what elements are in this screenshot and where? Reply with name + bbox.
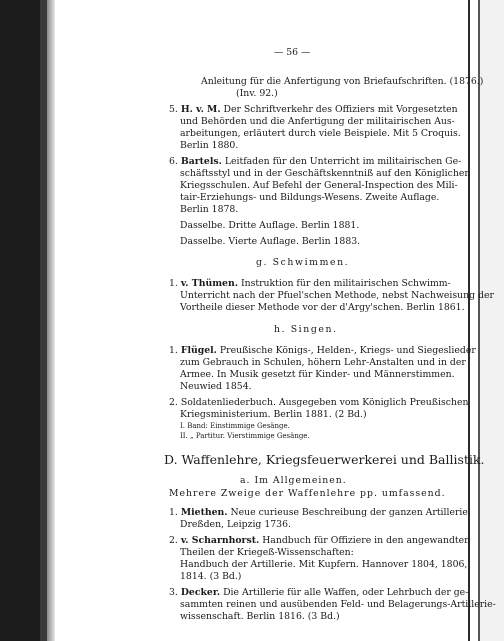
entry-a3-line2: sammten reinen und ausübenden Feld- und Belagerungs-Artillerie- <box>180 599 496 610</box>
entry5-line1 <box>169 104 458 116</box>
entry-a3-line1 <box>169 587 468 599</box>
entry-h1-line3: Armee. In Musik gesetzt für Kinder- und Männerstimmen. <box>180 369 455 380</box>
section-a-subheading: Mehrere Zweige der Waffenlehre pp. umfassend. <box>169 488 446 499</box>
entry5-line3: arbeitungen, erläutert durch viele Beispiele. Mit 5 Croquis. <box>180 128 461 139</box>
entry-a3-author: Decker. <box>180 587 221 598</box>
entry-h2-band2: II. „ Partitur. Vierstimmige Gesänge. <box>180 432 310 440</box>
entry-a1-author: Miethen. <box>180 507 228 518</box>
entry-g1-line3: Vortheile dieser Methode vor der d'Argy'schen. Berlin 1861. <box>180 302 465 313</box>
entry-g1-number: 1. <box>169 278 178 289</box>
entry6-author: Bartels. <box>180 156 222 167</box>
entry-top-line1: Anleitung für die Anfertigung von Briefaufschriften. (1876.) <box>201 76 484 87</box>
entry6-line4: tair-Erziehungs- und Bildungs-Wesens. Zweite Auflage. <box>180 192 440 203</box>
entry6-number: 6. <box>169 156 178 167</box>
entry-a1-number: 1. <box>169 507 178 518</box>
entry6-line6: Dasselbe. Dritte Auflage. Berlin 1881. <box>180 220 360 231</box>
entry-h2-band1: I. Band: Einstimmige Gesänge. <box>180 422 290 430</box>
entry5-text: Der Schriftverkehr des Offiziers mit Vorgesetzten <box>223 104 458 115</box>
entry-a1-line1 <box>169 507 471 519</box>
entry6-line1 <box>169 156 461 168</box>
entry-h1-author: Flügel. <box>180 345 217 356</box>
entry-a2-line3: Handbuch der Artillerie. Mit Kupfern. Hannover 1804, 1806, <box>180 559 468 570</box>
page-number: — 56 — <box>274 47 311 58</box>
entry-h1-line4: Neuwied 1854. <box>180 381 252 392</box>
entry-h2-title: Soldatenliederbuch. <box>180 397 276 408</box>
entry-h2-line2: Kriegsministerium. Berlin 1881. (2 Bd.) <box>180 409 367 420</box>
scan-right-margin <box>480 0 504 641</box>
entry-a3-number: 3. <box>169 587 178 598</box>
entry6-text: Leitfaden für den Unterricht im militairischen Ge- <box>224 156 462 167</box>
entry-a2-line1 <box>169 535 470 547</box>
entry-a2-line2: Theilen der Kriegeß-Wissenschaften: <box>180 547 354 558</box>
entry-a2-line4: 1814. (3 Bd.) <box>180 571 242 582</box>
heading-D: D. Waffenlehre, Kriegsfeuerwerkerei und Ballistik. <box>164 452 485 467</box>
scan-binding-edge <box>40 0 47 641</box>
section-g-heading: g. Schwimmen. <box>256 257 350 268</box>
entry-a3-line3: wissenschaft. Berlin 1816. (3 Bd.) <box>180 611 340 622</box>
section-a-heading: a. Im Allgemeinen. <box>240 475 347 486</box>
entry-a2-number: 2. <box>169 535 178 546</box>
entry-top-line2: (Inv. 92.) <box>236 88 278 99</box>
entry5-number: 5. <box>169 104 178 115</box>
entry-g1-text: Instruktion für den militairischen Schwimm- <box>240 278 451 289</box>
entry6-line3: Kriegsschulen. Auf Befehl der General-Inspection des Mili- <box>180 180 458 191</box>
entry-a1-text: Neue curieuse Beschreibung der ganzen Artillerie. <box>230 507 471 518</box>
entry-h1-text: Preußische Königs-, Helden-, Kriegs- und Siegeslieder <box>219 345 476 356</box>
entry6-line7: Dasselbe. Vierte Auflage. Berlin 1883. <box>180 236 361 247</box>
entry-a2-text: Handbuch für Offiziere in den angewandten <box>262 535 471 546</box>
scan-binding-shadow <box>0 0 40 641</box>
entry-g1-author: v. Thümen. <box>180 278 238 289</box>
entry-a1-line2: Dreßden, Leipzig 1736. <box>180 519 291 530</box>
book-page <box>150 0 496 641</box>
scan-page-gutter <box>47 0 55 641</box>
entry-h2-line1 <box>169 397 468 409</box>
entry-h1-line2: zum Gebrauch in Schulen, höhern Lehr-Anstalten und in der <box>180 357 466 368</box>
entry6-line2: schäftsstyl und in der Geschäftskenntniß auf den Königlichen <box>180 168 471 179</box>
entry-h1-line1 <box>169 345 476 357</box>
entry-h2-text: Ausgegeben vom Königlich Preußischen <box>278 397 469 408</box>
entry-g1-line2: Unterricht nach der Pfuel'schen Methode, nebst Nachweisung der <box>180 290 494 301</box>
entry-h2-number: 2. <box>169 397 178 408</box>
entry-g1-line1 <box>169 278 451 290</box>
entry5-line2: und Behörden und die Anfertigung der militairischen Aus- <box>180 116 455 127</box>
entry-a3-text: Die Artillerie für alle Waffen, oder Lehrbuch der ge- <box>223 587 469 598</box>
entry-a2-author: v. Scharnhorst. <box>180 535 260 546</box>
entry5-author: H. v. M. <box>180 104 221 115</box>
entry6-line5: Berlin 1878. <box>180 204 239 215</box>
section-h-heading: h. Singen. <box>274 324 338 335</box>
entry5-line4: Berlin 1880. <box>180 140 239 151</box>
entry-h1-number: 1. <box>169 345 178 356</box>
